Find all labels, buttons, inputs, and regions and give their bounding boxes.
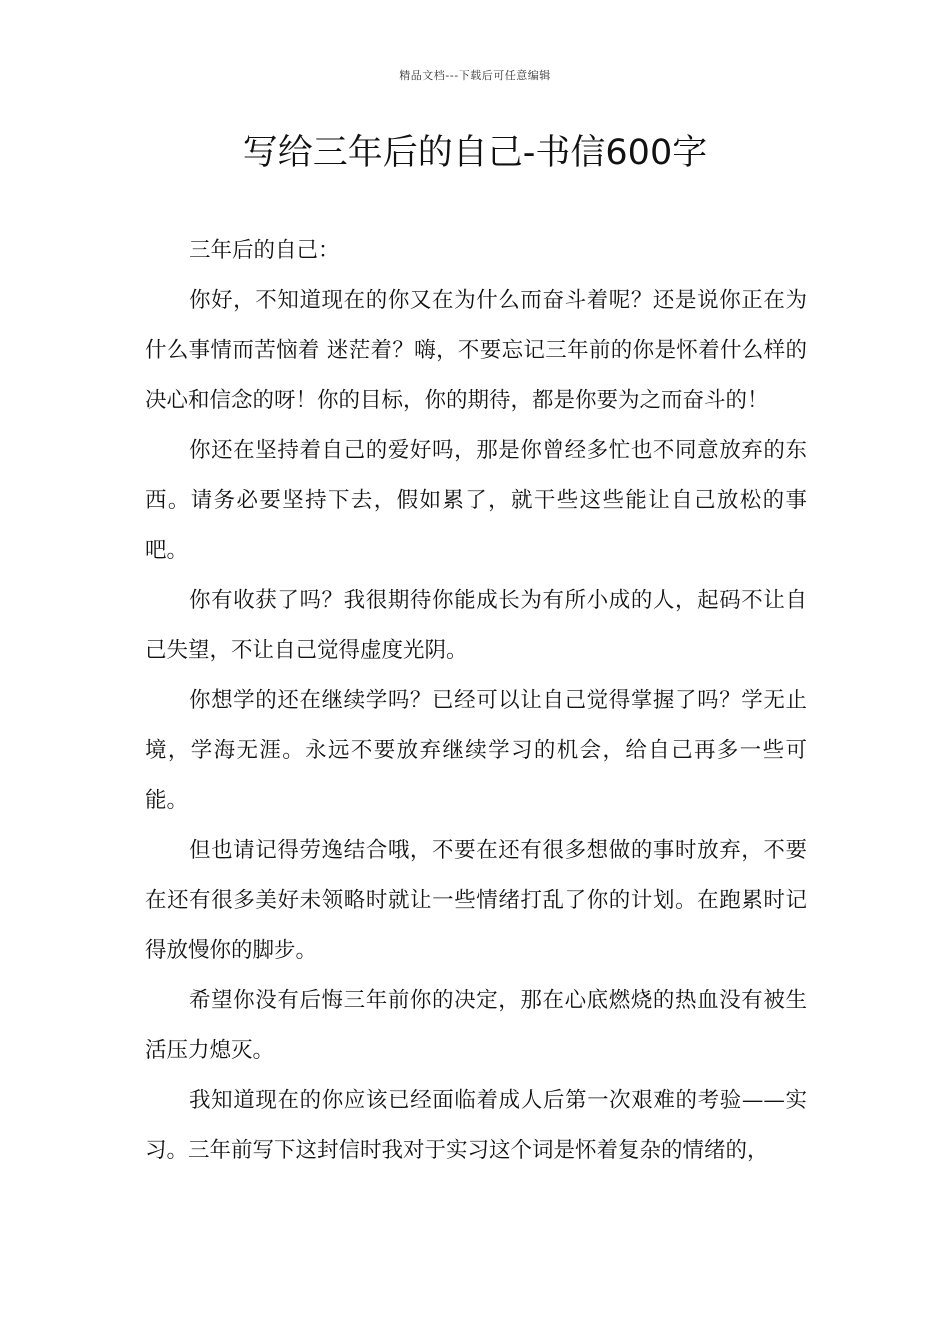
document-title: 写给三年后的自己-书信600字 [242,133,708,173]
letter-paragraph: 你还在坚持着自己的爱好吗，那是你曾经多忙也不同意放弃的东西。请务必要坚持下去，假如累了，就干些这些能让自己放松的事吧。 [145,438,807,563]
letter-paragraph: 你想学的还在继续学吗？已经可以让自己觉得掌握了吗？学无止境，学海无涯。永远不要放弃继续学习的机会，给自己再多一些可能。 [145,688,807,813]
letter-paragraph: 但也请记得劳逸结合哦，不要在还有很多想做的事时放弃，不要在还有很多美好未领略时就让一些情绪打乱了你的计划。在跑累时记得放慢你的脚步。 [145,838,807,963]
letter-paragraph: 我知道现在的你应该已经面临着成人后第一次艰难的考验——实习。三年前写下这封信时我对于实习这个词是怀着复杂的情绪的， [145,1088,807,1163]
header-note: 精品文档---下载后可任意编辑 [399,69,551,82]
letter-paragraph: 三年后的自己： [189,238,340,263]
letter-paragraph: 你好，不知道现在的你又在为什么而奋斗着呢？还是说你正在为什么事情而苦恼着 迷茫着？嗨，不要忘记三年前的你是怀着什么样的决心和信念的呀！你的目标，你的期待，都是你要为之而奋斗的！ [145,288,807,413]
letter-body [145,226,807,1176]
letter-paragraph: 希望你没有后悔三年前你的决定，那在心底燃烧的热血没有被生活压力熄灭。 [145,988,807,1063]
letter-paragraph: 你有收获了吗？我很期待你能成长为有所小成的人，起码不让自己失望，不让自己觉得虚度光阴。 [145,588,807,663]
